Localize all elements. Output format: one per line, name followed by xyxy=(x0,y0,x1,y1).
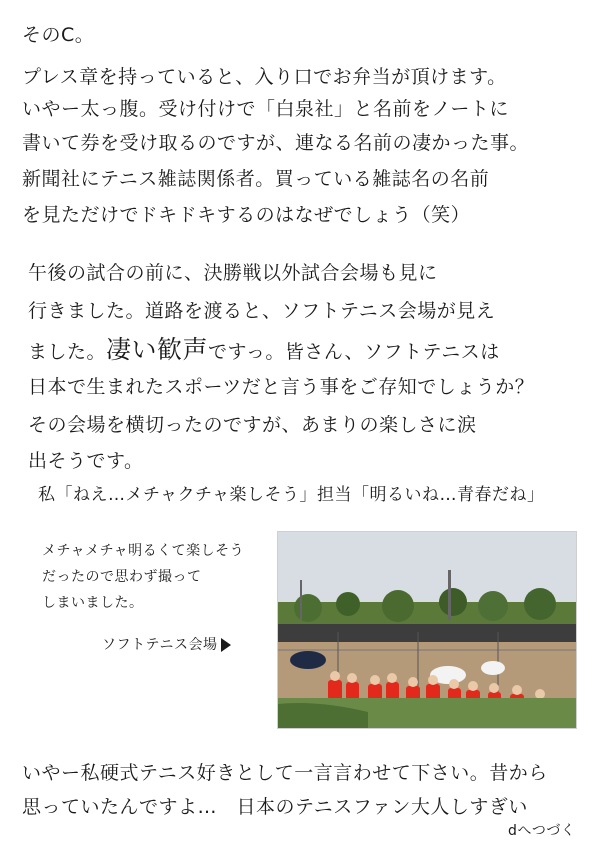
paragraph1-line: いやー太っ腹。受け付けで「白泉社」と名前をノートに xyxy=(22,98,509,120)
paragraph2-line: 午後の試合の前に、決勝戦以外試合会場も見に xyxy=(28,262,438,284)
caption-line: だったので思わず撮って xyxy=(42,569,202,585)
right-arrow-icon xyxy=(221,638,231,652)
paragraph1-line: 書いて券を受け取るのですが、連なる名前の凄かった事。 xyxy=(22,132,530,154)
closing-line xyxy=(22,792,528,819)
paragraph2-line: 日本で生まれたスポーツだと言う事をご存知でしょうか？ xyxy=(28,376,535,398)
closing-suffix: い xyxy=(508,796,528,818)
caption-line: しまいました。 xyxy=(42,595,144,611)
paragraph2-line: 行きました。道路を渡ると、ソフトテニス会場が見え xyxy=(28,300,496,322)
caption-line: メチャメチャ明るくて楽しそう xyxy=(42,543,245,559)
closing-line: いやー私硬式テニス好きとして一言言わせて下さい。昔から xyxy=(22,762,548,784)
closing-text: 思っていたんですよ… 日本のテニスファン大人しすぎ xyxy=(22,796,509,818)
venue-photo xyxy=(277,531,577,729)
page-header: そのC。 xyxy=(22,24,95,46)
dialogue-line: 私「ねえ…メチャクチャ楽しそう」担当「明るいね…青春だね」 xyxy=(38,485,545,505)
caption-label-text: ソフトテニス会場 xyxy=(102,637,218,653)
paragraph2-text: ですっ。皆さん、ソフトテニスは xyxy=(208,341,500,363)
paragraph2-text: ました。 xyxy=(28,341,107,363)
emphasis-text: 凄い歓声 xyxy=(106,335,209,364)
paragraph1-line: 新聞社にテニス雑誌関係者。買っている雑誌名の名前 xyxy=(22,168,490,190)
photo-soft-tennis-venue-icon xyxy=(278,532,576,728)
paragraph1-line: を見ただけでドキドキするのはなぜでしょう（笑） xyxy=(22,204,471,226)
paragraph2-line: 出そうです。 xyxy=(28,450,144,472)
continued-note: dへつづく xyxy=(508,823,576,839)
paragraph1-line: プレス章を持っていると、入り口でお弁当が頂けます。 xyxy=(22,66,507,88)
paragraph2-line-with-emphasis xyxy=(28,330,500,366)
paragraph2-line: その会場を横切ったのですが、あまりの楽しさに涙 xyxy=(28,414,477,436)
caption-label xyxy=(102,634,231,654)
